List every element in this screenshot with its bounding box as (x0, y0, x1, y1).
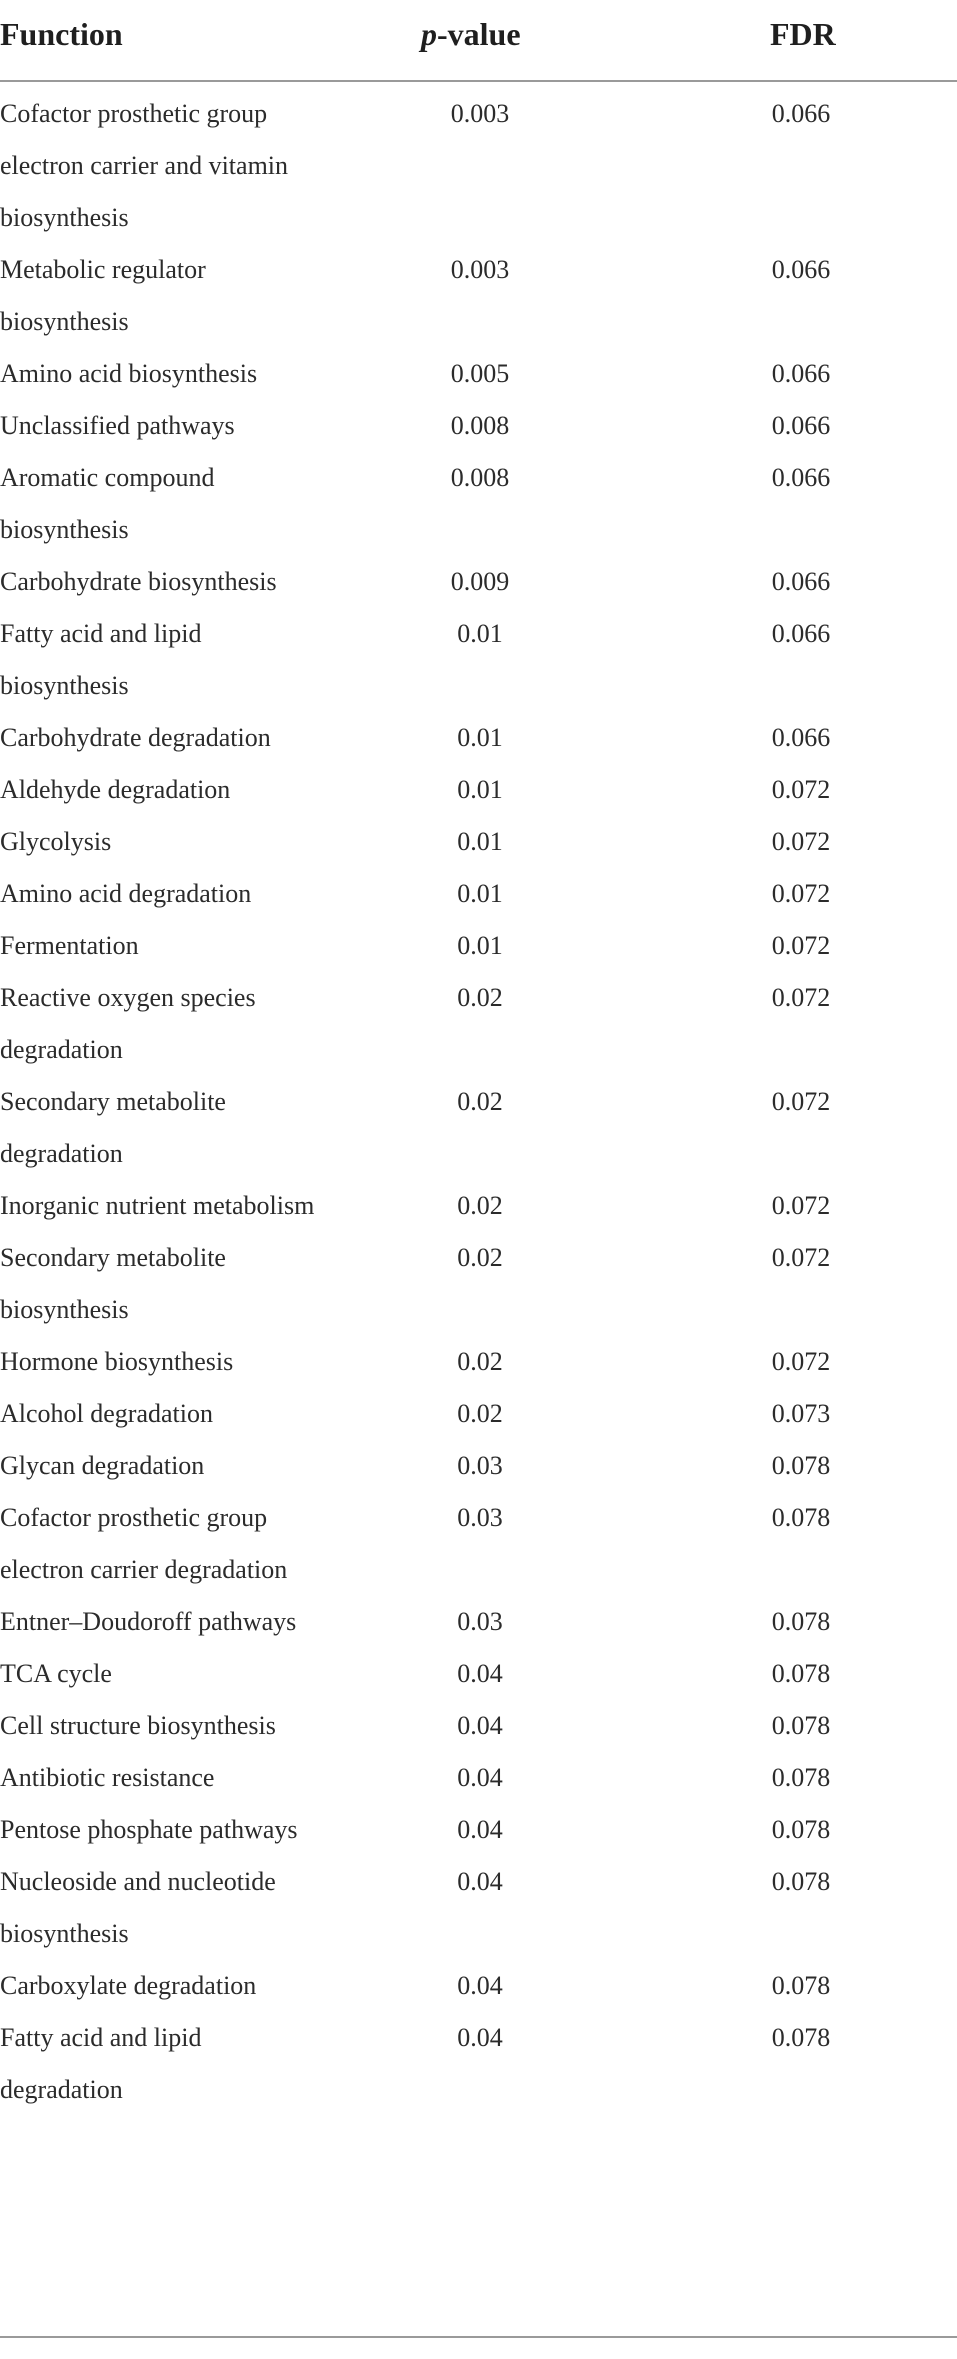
table-row (0, 556, 957, 608)
cell-fdr: 0.066 (771, 463, 831, 492)
cell-p-value: 0.04 (457, 2023, 503, 2052)
cell-function: Glycan degradation (0, 1451, 205, 1480)
table-bottom-rule (0, 2336, 957, 2338)
cell-function: Cofactor prosthetic group electron carrier and vitamin biosynthesis (0, 99, 289, 232)
cell-function: Carboxylate degradation (0, 1971, 257, 2000)
cell-p-value: 0.02 (457, 1347, 503, 1376)
cell-fdr: 0.072 (771, 1191, 831, 1220)
cell-p-value: 0.009 (450, 567, 510, 596)
cell-fdr: 0.072 (771, 1087, 831, 1116)
cell-p-value: 0.02 (457, 1191, 503, 1220)
cell-function: Nucleoside and nucleotide biosynthesis (0, 1867, 276, 1948)
table-row (0, 1440, 957, 1492)
table-row (0, 348, 957, 400)
header-p-value (421, 16, 521, 53)
table-row (0, 1336, 957, 1388)
cell-function: Pentose phosphate pathways (0, 1815, 298, 1844)
table-row (0, 88, 957, 244)
table-row (0, 1804, 957, 1856)
header-p-italic: p (421, 16, 437, 52)
cell-fdr: 0.072 (771, 931, 831, 960)
table-body (0, 82, 957, 2116)
table-row (0, 816, 957, 868)
cell-fdr: 0.072 (771, 775, 831, 804)
cell-function: Unclassified pathways (0, 411, 235, 440)
table-row (0, 1492, 957, 1596)
cell-fdr: 0.072 (771, 983, 831, 1012)
cell-p-value: 0.02 (457, 1087, 503, 1116)
table-header-row (0, 0, 957, 82)
cell-fdr: 0.078 (771, 2023, 831, 2052)
table-row (0, 1960, 957, 2012)
cell-fdr: 0.072 (771, 1347, 831, 1376)
cell-function: Carbohydrate biosynthesis (0, 567, 277, 596)
cell-p-value: 0.03 (457, 1451, 503, 1480)
cell-p-value: 0.005 (450, 359, 510, 388)
cell-function: Reactive oxygen species degradation (0, 983, 256, 1064)
cell-p-value: 0.02 (457, 1243, 503, 1272)
cell-p-value: 0.008 (450, 463, 510, 492)
cell-fdr: 0.078 (771, 1763, 831, 1792)
table-row (0, 1388, 957, 1440)
header-p-rest: -value (437, 16, 521, 52)
cell-p-value: 0.02 (457, 1399, 503, 1428)
cell-fdr: 0.078 (771, 1867, 831, 1896)
cell-p-value: 0.01 (457, 619, 503, 648)
table-row (0, 2012, 957, 2116)
table-row (0, 1700, 957, 1752)
cell-fdr: 0.073 (771, 1399, 831, 1428)
cell-fdr: 0.078 (771, 1503, 831, 1532)
cell-function: Aldehyde degradation (0, 775, 231, 804)
cell-function: Metabolic regulator biosynthesis (0, 255, 206, 336)
table-row (0, 972, 957, 1076)
cell-fdr: 0.066 (771, 619, 831, 648)
cell-p-value: 0.04 (457, 1763, 503, 1792)
cell-function: Glycolysis (0, 827, 112, 856)
cell-fdr: 0.078 (771, 1971, 831, 2000)
cell-function: Cell structure biosynthesis (0, 1711, 276, 1740)
header-function: Function (0, 16, 123, 52)
table-row (0, 1752, 957, 1804)
cell-function: Fatty acid and lipid biosynthesis (0, 619, 202, 700)
cell-function: Aromatic compound biosynthesis (0, 463, 215, 544)
cell-p-value: 0.01 (457, 879, 503, 908)
table-row (0, 400, 957, 452)
cell-p-value: 0.04 (457, 1659, 503, 1688)
cell-fdr: 0.066 (771, 359, 831, 388)
cell-function: Amino acid degradation (0, 879, 252, 908)
cell-p-value: 0.003 (450, 255, 510, 284)
cell-function: Antibiotic resistance (0, 1763, 215, 1792)
cell-p-value: 0.04 (457, 1815, 503, 1844)
cell-fdr: 0.066 (771, 99, 831, 128)
cell-function: Amino acid biosynthesis (0, 359, 258, 388)
table-row (0, 608, 957, 712)
table-row (0, 1596, 957, 1648)
table-row (0, 244, 957, 348)
table-row (0, 712, 957, 764)
cell-fdr: 0.078 (771, 1607, 831, 1636)
table-row (0, 1232, 957, 1336)
cell-function: Inorganic nutrient metabolism (0, 1191, 315, 1220)
cell-p-value: 0.003 (450, 99, 510, 128)
header-fdr: FDR (770, 16, 836, 52)
cell-fdr: 0.078 (771, 1451, 831, 1480)
cell-p-value: 0.01 (457, 827, 503, 856)
cell-fdr: 0.072 (771, 879, 831, 908)
cell-p-value: 0.02 (457, 983, 503, 1012)
cell-p-value: 0.01 (457, 723, 503, 752)
table-row (0, 452, 957, 556)
cell-function: Entner–Doudoroff pathways (0, 1607, 297, 1636)
cell-fdr: 0.066 (771, 255, 831, 284)
table-row (0, 1076, 957, 1180)
cell-p-value: 0.01 (457, 931, 503, 960)
cell-function: Hormone biosynthesis (0, 1347, 234, 1376)
cell-fdr: 0.066 (771, 567, 831, 596)
cell-fdr: 0.072 (771, 827, 831, 856)
cell-fdr: 0.078 (771, 1659, 831, 1688)
cell-p-value: 0.01 (457, 775, 503, 804)
cell-function: TCA cycle (0, 1659, 112, 1688)
table-row (0, 1180, 957, 1232)
table-row (0, 920, 957, 972)
cell-fdr: 0.066 (771, 723, 831, 752)
cell-p-value: 0.03 (457, 1503, 503, 1532)
table-row (0, 1648, 957, 1700)
cell-function: Secondary metabolite degradation (0, 1087, 226, 1168)
cell-function: Secondary metabolite biosynthesis (0, 1243, 226, 1324)
table-row (0, 764, 957, 816)
cell-function: Alcohol degradation (0, 1399, 213, 1428)
cell-p-value: 0.04 (457, 1711, 503, 1740)
cell-fdr: 0.072 (771, 1243, 831, 1272)
cell-p-value: 0.04 (457, 1867, 503, 1896)
table-row (0, 1856, 957, 1960)
cell-function: Cofactor prosthetic group electron carrier degradation (0, 1503, 288, 1584)
cell-function: Carbohydrate degradation (0, 723, 271, 752)
table-row (0, 868, 957, 920)
cell-fdr: 0.078 (771, 1815, 831, 1844)
cell-fdr: 0.066 (771, 411, 831, 440)
cell-function: Fermentation (0, 931, 139, 960)
cell-p-value: 0.008 (450, 411, 510, 440)
cell-p-value: 0.04 (457, 1971, 503, 2000)
cell-fdr: 0.078 (771, 1711, 831, 1740)
cell-p-value: 0.03 (457, 1607, 503, 1636)
cell-function: Fatty acid and lipid degradation (0, 2023, 202, 2104)
